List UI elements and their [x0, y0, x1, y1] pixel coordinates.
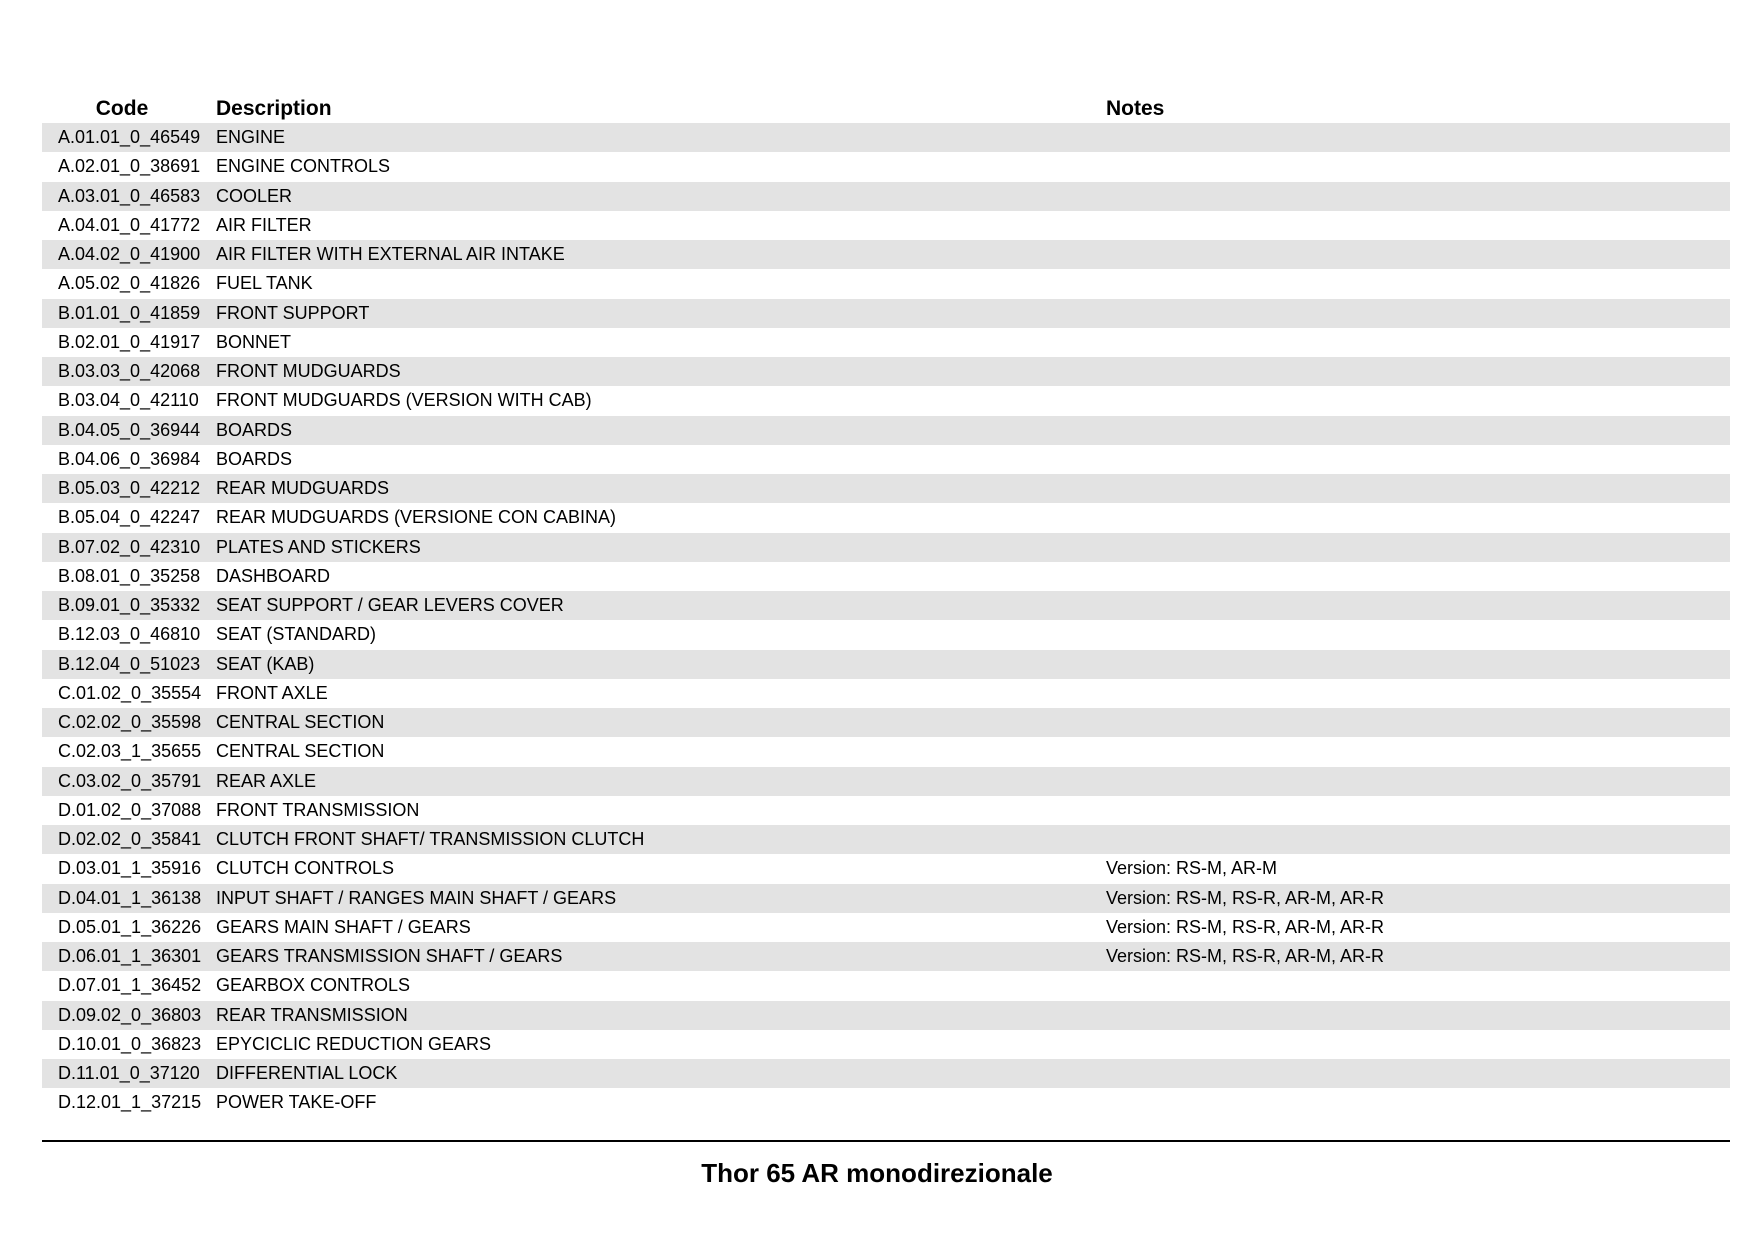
table-row	[42, 562, 1730, 591]
row-code: D.01.02_0_37088	[58, 799, 202, 820]
row-description: GEARBOX CONTROLS	[216, 975, 411, 996]
row-notes: Version: RS-M, RS-R, AR-M, AR-R	[1106, 946, 1385, 966]
table-row	[42, 445, 1730, 474]
table-row	[42, 474, 1730, 503]
row-description: CLUTCH CONTROLS	[216, 858, 395, 879]
row-description: REAR MUDGUARDS (VERSIONE CON CABINA)	[216, 507, 617, 528]
table-row	[42, 854, 1730, 883]
row-notes: Version: RS-M, RS-R, AR-M, AR-R	[1106, 887, 1385, 908]
row-description: REAR MUDGUARDS	[216, 478, 390, 498]
column-header-code: Code	[95, 97, 149, 120]
row-code: C.02.02_0_35598	[58, 712, 202, 732]
row-code: B.03.04_0_42110	[58, 390, 199, 411]
row-code: D.11.01_0_37120	[58, 1063, 200, 1083]
column-header-description: Description	[216, 97, 332, 120]
row-description: FUEL TANK	[216, 273, 313, 294]
table-row	[42, 503, 1730, 532]
row-description: AIR FILTER	[216, 214, 312, 235]
table-row	[42, 328, 1730, 357]
row-code: D.07.01_1_36452	[58, 975, 202, 996]
row-description: FRONT MUDGUARDS	[216, 361, 401, 381]
table-row	[42, 1088, 1730, 1117]
row-code: B.01.01_0_41859	[58, 302, 201, 323]
row-code: B.02.01_0_41917	[58, 331, 201, 352]
row-description: GEARS TRANSMISSION SHAFT / GEARS	[216, 946, 563, 966]
row-code: B.08.01_0_35258	[58, 565, 201, 586]
row-code: D.09.02_0_36803	[58, 1004, 202, 1025]
table-row	[42, 825, 1730, 854]
row-description: ENGINE	[216, 127, 286, 147]
table-row	[42, 1030, 1730, 1059]
table-row	[42, 884, 1730, 913]
row-code: D.05.01_1_36226	[58, 916, 202, 937]
row-description: FRONT SUPPORT	[216, 302, 370, 323]
row-notes: Version: RS-M, AR-M	[1106, 858, 1278, 879]
row-description: INPUT SHAFT / RANGES MAIN SHAFT / GEARS	[216, 887, 617, 908]
table-row	[42, 620, 1730, 649]
row-code: B.12.04_0_51023	[58, 653, 201, 674]
row-description: DASHBOARD	[216, 565, 331, 586]
table-row	[42, 211, 1730, 240]
row-code: B.05.04_0_42247	[58, 507, 201, 528]
row-description: DIFFERENTIAL LOCK	[216, 1063, 398, 1083]
row-code: C.02.03_1_35655	[58, 741, 202, 762]
table-row	[42, 182, 1730, 211]
row-description: CENTRAL SECTION	[216, 741, 385, 762]
table-body	[42, 123, 1730, 1118]
row-description: PLATES AND STICKERS	[216, 536, 421, 557]
row-description: BOARDS	[216, 448, 293, 469]
row-description: FRONT TRANSMISSION	[216, 799, 420, 820]
table-row	[42, 650, 1730, 679]
column-header-notes: Notes	[1106, 97, 1165, 120]
document-title: Thor 65 AR monodirezionale	[701, 1158, 1053, 1188]
row-description: FRONT MUDGUARDS (VERSION WITH CAB)	[216, 390, 592, 411]
row-description: ENGINE CONTROLS	[216, 156, 391, 177]
row-description: SEAT SUPPORT / GEAR LEVERS COVER	[216, 595, 564, 615]
row-code: A.04.02_0_41900	[58, 244, 201, 264]
row-code: A.01.01_0_46549	[58, 127, 201, 147]
footer-divider	[42, 1140, 1730, 1142]
row-description: AIR FILTER WITH EXTERNAL AIR INTAKE	[216, 244, 565, 264]
table-row	[42, 767, 1730, 796]
row-code: D.06.01_1_36301	[58, 946, 202, 966]
row-code: B.05.03_0_42212	[58, 478, 201, 498]
table-row	[42, 913, 1730, 942]
row-description: GEARS MAIN SHAFT / GEARS	[216, 916, 471, 937]
table-row	[42, 123, 1730, 152]
table-row	[42, 591, 1730, 620]
table-row	[42, 737, 1730, 766]
table-row	[42, 1001, 1730, 1030]
row-description: SEAT (KAB)	[216, 653, 315, 674]
table-row	[42, 971, 1730, 1000]
row-description: CLUTCH FRONT SHAFT/ TRANSMISSION CLUTCH	[216, 829, 645, 849]
row-description: SEAT (STANDARD)	[216, 624, 377, 645]
table-row	[42, 679, 1730, 708]
row-description: POWER TAKE-OFF	[216, 1092, 377, 1113]
table-header	[42, 96, 1730, 123]
row-code: C.01.02_0_35554	[58, 682, 202, 703]
table-row	[42, 708, 1730, 737]
row-code: D.12.01_1_37215	[58, 1092, 202, 1113]
table-row	[42, 942, 1730, 971]
table-row	[42, 533, 1730, 562]
table-row	[42, 1059, 1730, 1088]
table-row	[42, 299, 1730, 328]
row-description: REAR AXLE	[216, 770, 317, 791]
row-description: COOLER	[216, 185, 293, 206]
table-row	[42, 152, 1730, 181]
row-code: B.07.02_0_42310	[58, 536, 201, 557]
row-description: REAR TRANSMISSION	[216, 1004, 408, 1025]
row-code: A.03.01_0_46583	[58, 185, 201, 206]
row-notes: Version: RS-M, RS-R, AR-M, AR-R	[1106, 916, 1385, 937]
row-code: A.04.01_0_41772	[58, 214, 201, 235]
table-row	[42, 796, 1730, 825]
row-code: B.03.03_0_42068	[58, 361, 201, 381]
row-code: B.12.03_0_46810	[58, 624, 201, 645]
row-description: BONNET	[216, 331, 292, 352]
row-code: D.10.01_0_36823	[58, 1033, 202, 1054]
parts-index-table	[42, 96, 1730, 1118]
table-row	[42, 386, 1730, 415]
table-row	[42, 416, 1730, 445]
row-code: D.02.02_0_35841	[58, 829, 202, 849]
row-code: A.05.02_0_41826	[58, 273, 201, 294]
table-row	[42, 240, 1730, 269]
row-code: C.03.02_0_35791	[58, 770, 202, 791]
row-description: BOARDS	[216, 419, 293, 440]
row-code: B.09.01_0_35332	[58, 595, 201, 615]
row-code: D.03.01_1_35916	[58, 858, 202, 879]
row-code: D.04.01_1_36138	[58, 887, 202, 908]
row-code: B.04.06_0_36984	[58, 448, 201, 469]
table-row	[42, 357, 1730, 386]
table-row	[42, 269, 1730, 298]
row-description: FRONT AXLE	[216, 682, 328, 703]
row-code: A.02.01_0_38691	[58, 156, 201, 177]
row-code: B.04.05_0_36944	[58, 419, 201, 440]
row-description: CENTRAL SECTION	[216, 712, 385, 732]
row-description: EPYCICLIC REDUCTION GEARS	[216, 1033, 492, 1054]
